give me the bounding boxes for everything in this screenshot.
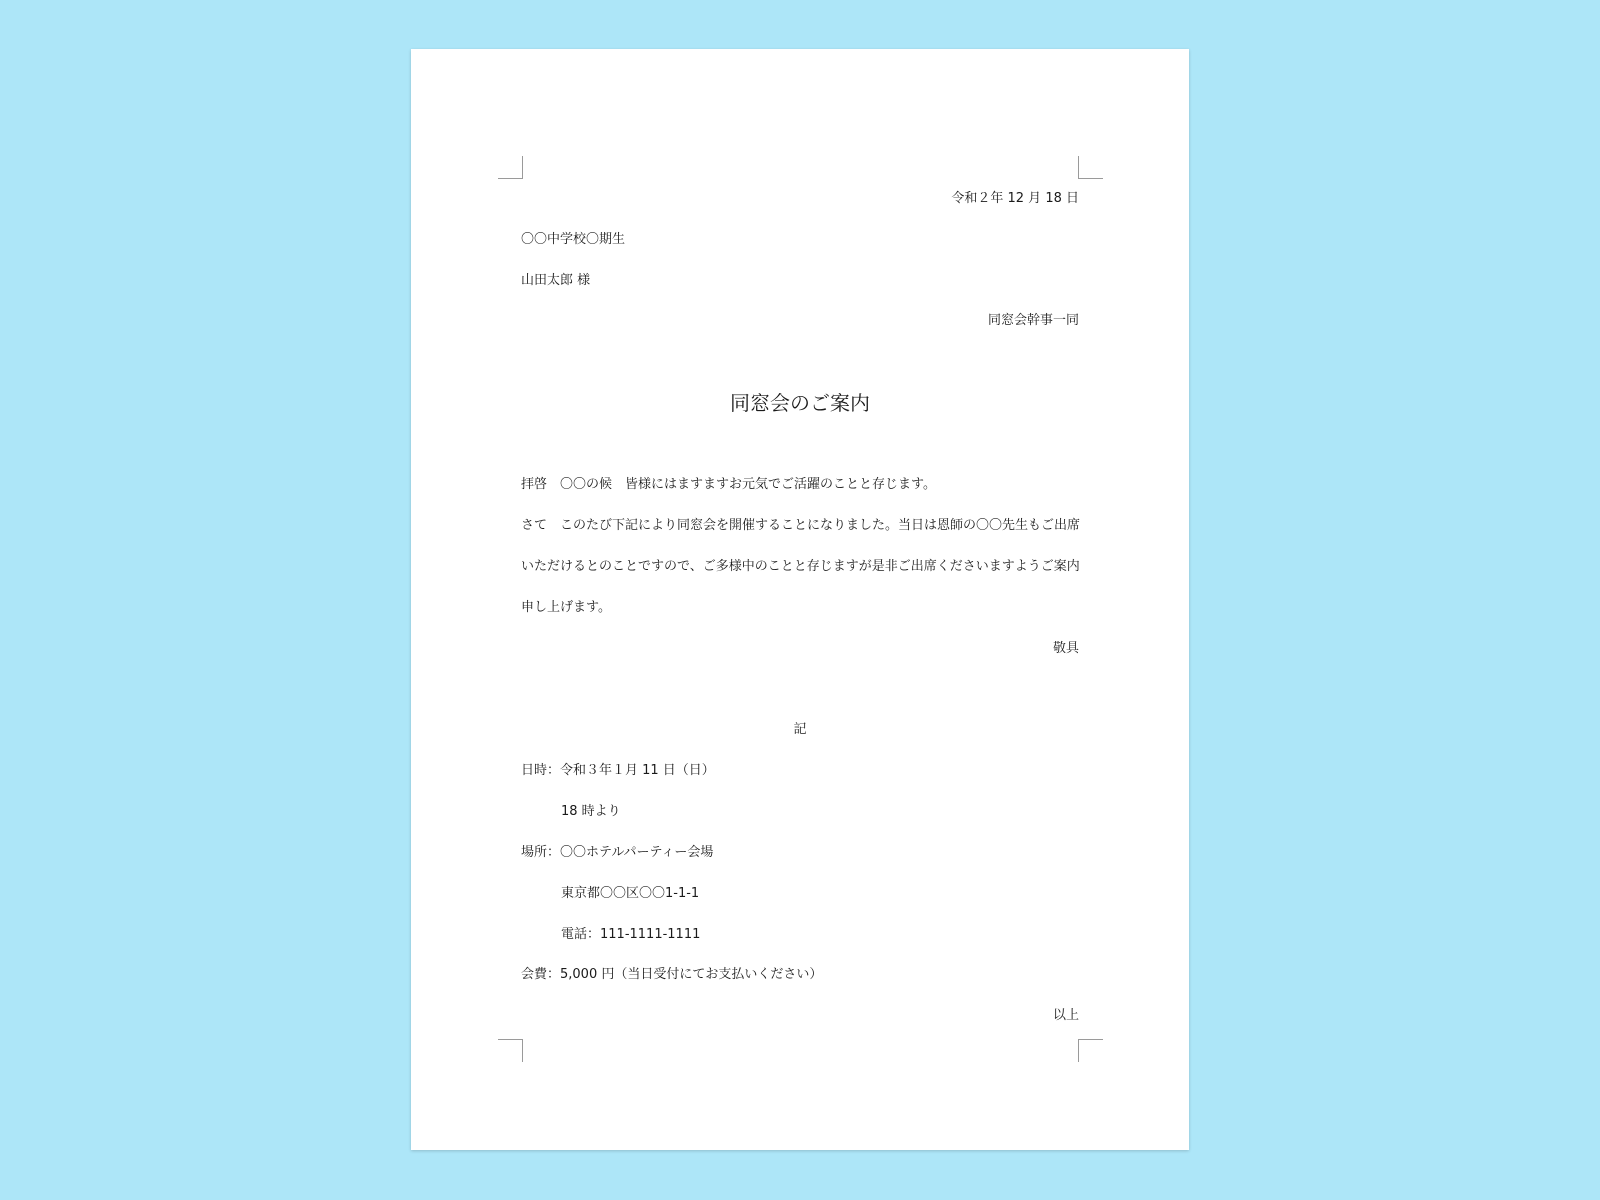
letter-date: 令和２年 12 月 18 日 bbox=[951, 191, 1079, 206]
closing-keigu: 敬具 bbox=[1052, 641, 1079, 656]
detail-phone: 電話：111-1111-1111 bbox=[561, 927, 701, 942]
document-page bbox=[411, 49, 1189, 1150]
end-ijou: 以上 bbox=[1052, 1008, 1079, 1023]
ki-heading: 記 bbox=[793, 722, 807, 737]
sender: 同窓会幹事一同 bbox=[987, 313, 1079, 328]
crop-mark-bottom-right bbox=[1078, 1039, 1103, 1062]
crop-mark-top-right bbox=[1078, 156, 1103, 179]
recipient-group: 〇〇中学校〇期生 bbox=[521, 232, 626, 247]
body-line-4: 申し上げます。 bbox=[521, 600, 611, 615]
detail-place: 場所：〇〇ホテルパーティー会場 bbox=[521, 845, 714, 860]
body-line-2: さて このたび下記により同窓会を開催することになりました。当日は恩師の〇〇先生もご出席 bbox=[521, 518, 1081, 533]
detail-fee: 会費：5,000 円（当日受付にてお支払いください） bbox=[521, 967, 823, 982]
recipient-name: 山田太郎 様 bbox=[521, 273, 591, 288]
detail-datetime: 日時：令和３年１月 11 日（日） bbox=[521, 763, 715, 778]
document-title: 同窓会のご案内 bbox=[730, 391, 870, 415]
detail-address: 東京都〇〇区〇〇1-1-1 bbox=[561, 886, 700, 901]
crop-mark-bottom-left bbox=[498, 1039, 523, 1062]
body-line-1: 拝啓 〇〇の候 皆様にはますますお元気でご活躍のことと存じます。 bbox=[521, 477, 936, 492]
crop-mark-top-left bbox=[498, 156, 523, 179]
detail-time: 18 時より bbox=[561, 804, 621, 819]
body-line-3: いただけるとのことですので、ご多様中のことと存じますが是非ご出席くださいますようご案内 bbox=[521, 559, 1080, 574]
